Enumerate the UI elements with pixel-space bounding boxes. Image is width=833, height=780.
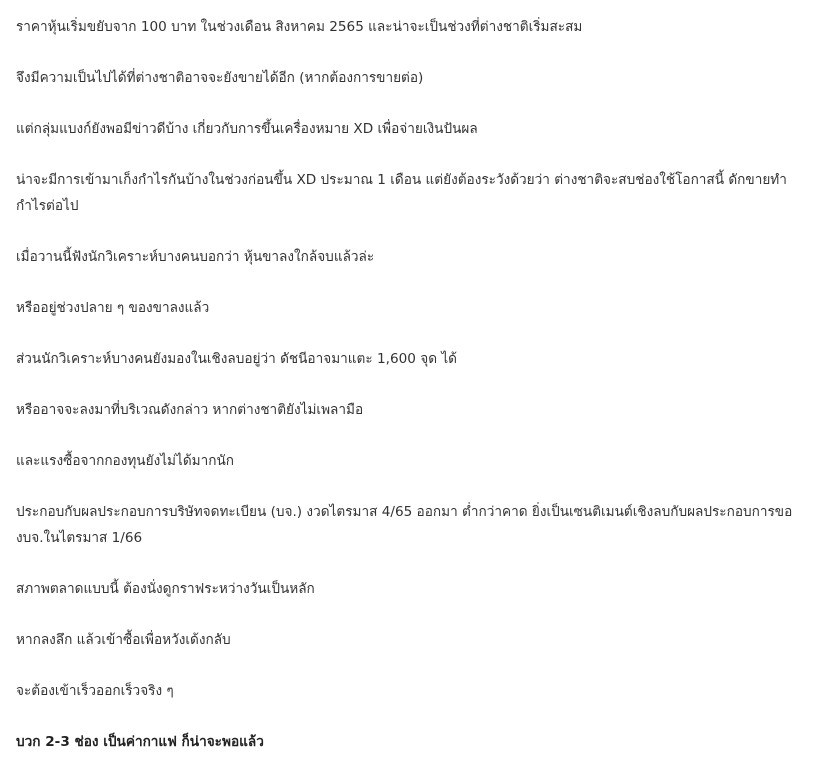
article-body: [16, 14, 816, 780]
paragraph-13: จะต้องเข้าเร็วออกเร็วจริง ๆ: [16, 683, 174, 699]
paragraph-2: จึงมีความเป็นไปได้ที่ต่างชาติอาจจะยังขายได้อีก (หากต้องการขายต่อ): [16, 70, 424, 86]
paragraph-10: ประกอบกับผลประกอบการบริษัทจดทะเบียน (บจ.) งวดไตรมาส 4/65 ออกมา ต่ำกว่าคาด ยิ่งเป็นเซนติเมนต์เชิงลบกับผลประกอบการของบจ.ในไตรมาส 1/66: [16, 504, 793, 546]
paragraph-12: หากลงลึก แล้วเข้าซื้อเพื่อหวังเด้งกลับ: [16, 632, 231, 648]
paragraph-6: หรืออยู่ช่วงปลาย ๆ ของขาลงแล้ว: [16, 300, 210, 316]
paragraph-8: หรืออาจจะลงมาที่บริเวณดังกล่าว หากต่างชาติยังไม่เพลามือ: [16, 402, 364, 418]
paragraph-5: เมื่อวานนี้ฟังนักวิเคราะห์บางคนบอกว่า หุ้นขาลงใกล้จบแล้วล่ะ: [16, 249, 375, 265]
paragraph-7: ส่วนนักวิเคราะห์บางคนยังมองในเชิงลบอยู่ว่า ดัชนีอาจมาแตะ 1,600 จุด ได้: [16, 351, 458, 367]
paragraph-3: แต่กลุ่มแบงก์ยังพอมีข่าวดีบ้าง เกี่ยวกับการขึ้นเครื่องหมาย XD เพื่อจ่ายเงินปันผล: [16, 121, 478, 137]
closing-bold-paragraph: บวก 2-3 ช่อง เป็นค่ากาแฟ ก็น่าจะพอแล้ว: [16, 734, 264, 750]
paragraph-11: สภาพตลาดแบบนี้ ต้องนั่งดูกราฟระหว่างวันเป็นหลัก: [16, 581, 315, 597]
paragraph-9: และแรงซื้อจากกองทุนยังไม่ได้มากนัก: [16, 453, 235, 469]
paragraph-4: น่าจะมีการเข้ามาเก็งกำไรกันบ้างในช่วงก่อนขึ้น XD ประมาณ 1 เดือน แต่ยังต้องระวังด้วยว่า ต่างชาติจะสบช่องใช้โอกาสนี้ ดักขายทำกำไรต่อไป: [16, 172, 787, 214]
paragraph-1: ราคาหุ้นเริ่มขยับจาก 100 บาท ในช่วงเดือน สิงหาคม 2565 และน่าจะเป็นช่วงที่ต่างชาติเริ่มสะสม: [16, 19, 583, 35]
